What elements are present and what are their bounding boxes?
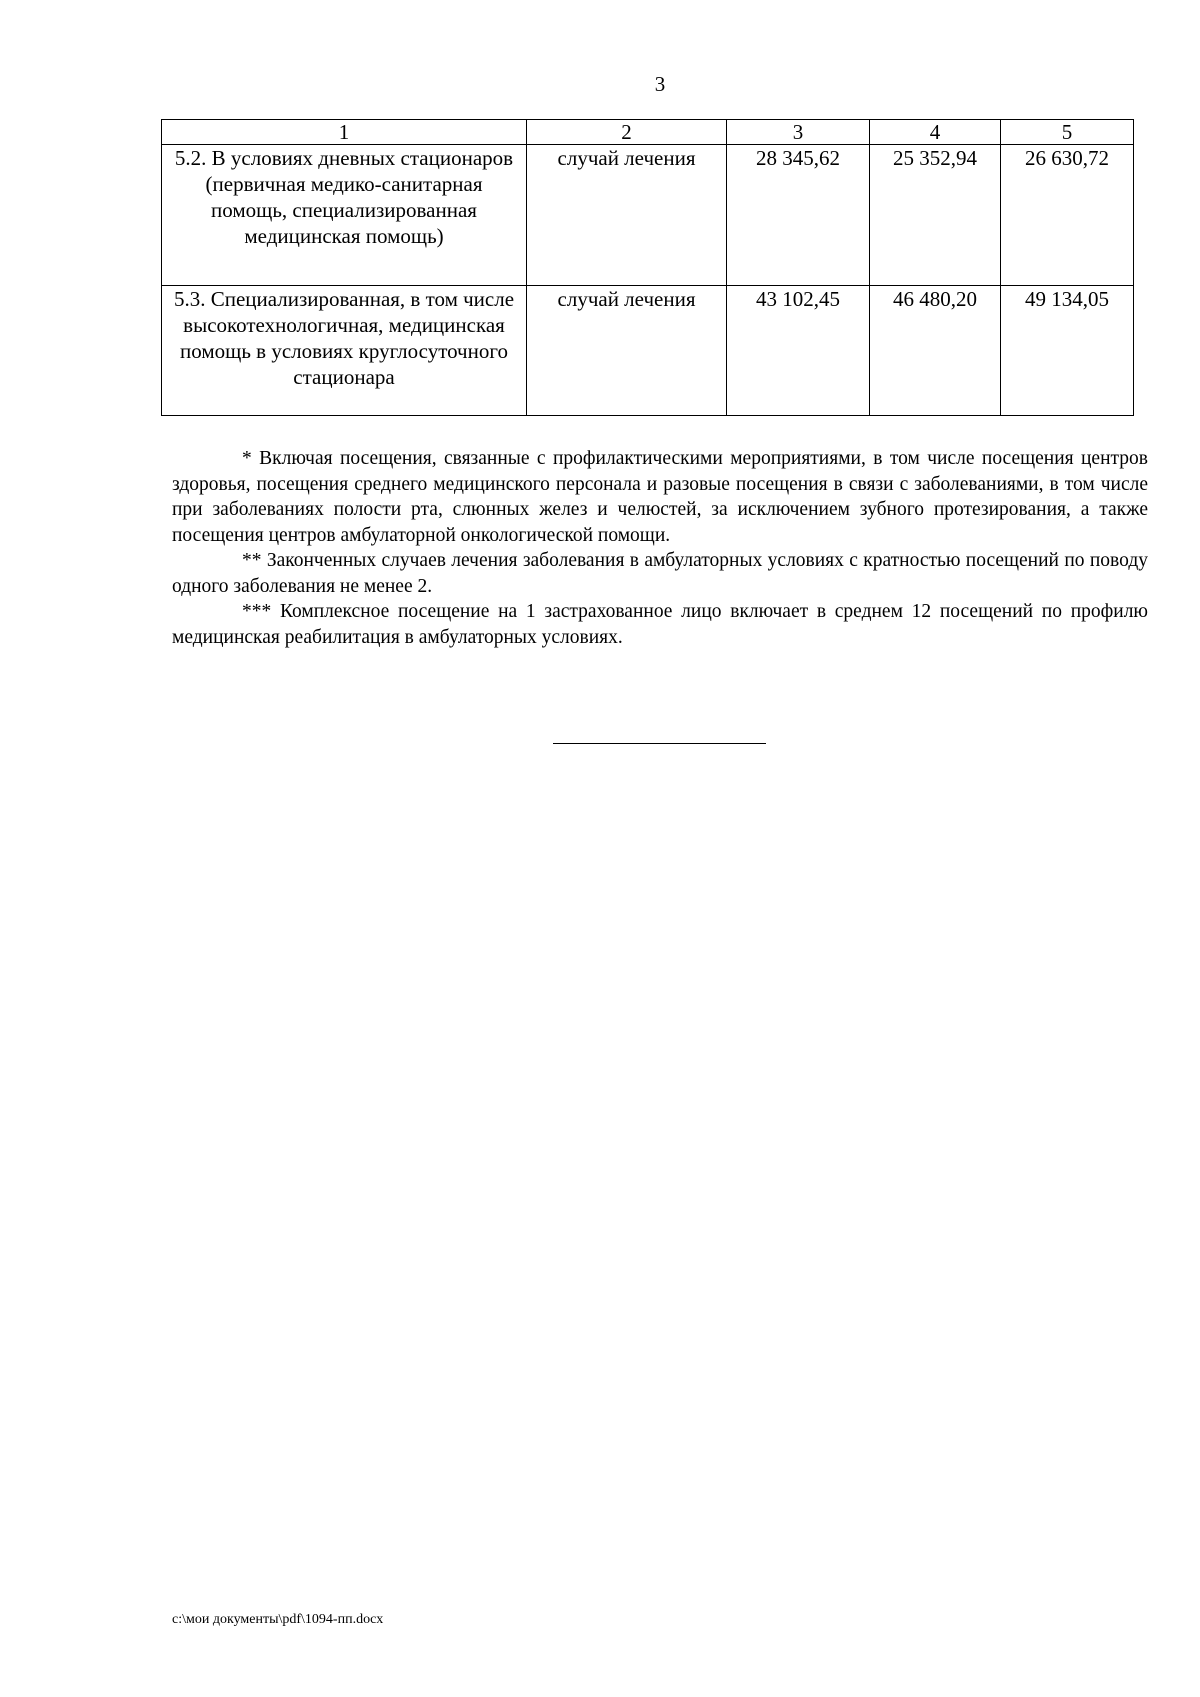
table-header-row <box>162 120 1134 145</box>
header-cell: 2 <box>527 120 727 145</box>
header-cell: 4 <box>870 120 1001 145</box>
page-number: 3 <box>654 72 666 96</box>
footnote: * Включая посещения, связанные с профилактическими мероприятиями, в том числе посещения центров здоровья, посещения среднего медицинского персонала и разовые посещения в связи с заболеваниями, в том числе при заболеваниях полости рта, слюнных желез и челюстей, за исключением зубного протезирования, а также посещения центров амбулаторной онкологической помощи. <box>172 448 1148 546</box>
row-unit: случай лечения <box>527 145 727 286</box>
row-description: 5.3. Специализированная, в том числе высокотехнологичная, медицинская помощь в условиях круглосуточного стационара <box>162 286 527 416</box>
row-value: 26 630,72 <box>1001 145 1134 286</box>
row-value: 43 102,45 <box>727 286 870 416</box>
table-row <box>162 145 1134 286</box>
footnotes <box>172 446 1148 650</box>
row-unit: случай лечения <box>527 286 727 416</box>
header-cell: 3 <box>727 120 870 145</box>
footnote: *** Комплексное посещение на 1 застрахованное лицо включает в среднем 12 посещений по профилю медицинская реабилитация в амбулаторных условиях. <box>172 601 1148 648</box>
row-value: 25 352,94 <box>870 145 1001 286</box>
header-cell: 1 <box>162 120 527 145</box>
row-description: 5.2. В условиях дневных стационаров (первичная медико-санитарная помощь, специализированная медицинская помощь) <box>162 145 527 286</box>
row-value: 49 134,05 <box>1001 286 1134 416</box>
table-row <box>162 286 1134 416</box>
header-cell: 5 <box>1001 120 1134 145</box>
row-value: 46 480,20 <box>870 286 1001 416</box>
row-value: 28 345,62 <box>727 145 870 286</box>
end-divider <box>553 743 766 744</box>
data-table <box>161 119 1134 416</box>
footnote: ** Законченных случаев лечения заболевания в амбулаторных условиях с кратностью посещений по поводу одного заболевания не менее 2. <box>172 550 1148 597</box>
file-path: c:\мои документы\pdf\1094-пп.docx <box>172 1612 384 1627</box>
